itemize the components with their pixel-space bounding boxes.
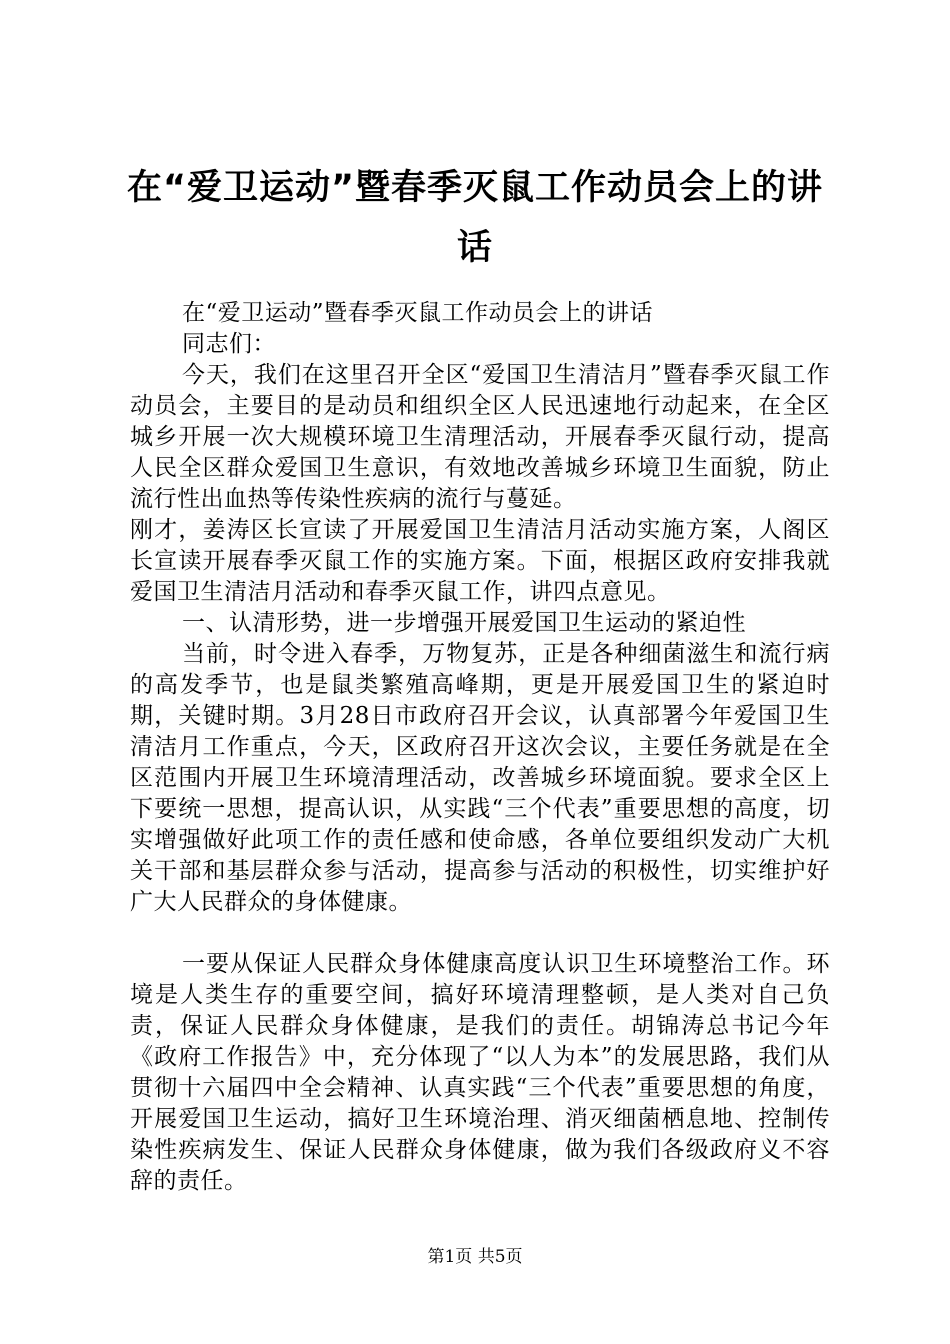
- document-title-line2: 话: [456, 228, 493, 268]
- document-body: [130, 298, 830, 1197]
- document-title-line1: 在“爱卫运动”暨春季灭鼠工作动员会上的讲: [126, 168, 823, 208]
- body-paragraph: 今天，我们在这里召开全区“爱国卫生清洁月”暨春季灭鼠工作动员会，主要目的是动员和组织全区人民迅速地行动起来，在全区城乡开展一次大规模环境卫生清理活动，开展春季灭鼠行动，提高人民全区群众爱国卫生意识，有效地改善城乡环境卫生面貌，防止流行性出血热等传染性疾病的流行与蔓延。: [130, 362, 830, 512]
- subtitle-paragraph: 在“爱卫运动”暨春季灭鼠工作动员会上的讲话: [182, 300, 654, 326]
- section-heading: 一、认清形势，进一步增强开展爱国卫生运动的紧迫性: [182, 610, 746, 636]
- body-paragraph: 一要从保证人民群众身体健康高度认识卫生环境整治工作。环境是人类生存的重要空间，搞好环境清理整顿，是人类对自己负责，保证人民群众身体健康，是我们的责任。胡锦涛总书记今年《政府工作报告》中，充分体现了“以人为本”的发展思路，我们从贯彻十六届四中全会精神、认真实践“三个代表”重要思想的角度，开展爱国卫生运动，搞好卫生环境治理、消灭细菌栖息地、控制传染性疾病发生、保证人民群众身体健康，做为我们各级政府义不容辞的责任。: [130, 951, 830, 1194]
- paragraph-spacer: [130, 918, 830, 949]
- body-paragraph: 当前，时令进入春季，万物复苏，正是各种细菌滋生和流行病的高发季节，也是鼠类繁殖高峰期，更是开展爱国卫生的紧迫时期，关键时期。3月28日市政府召开会议，认真部署今年爱国卫生清洁月工作重点，今天，区政府召开这次会议，主要任务就是在全区范围内开展卫生环境清理活动，改善城乡环境面貌。要求全区上下要统一思想，提高认识，从实践“三个代表”重要思想的高度，切实增强做好此项工作的责任感和使命感，各单位要组织发动广大机关干部和基层群众参与活动，提高参与活动的积极性，切实维护好广大人民群众的身体健康。: [130, 641, 830, 915]
- salutation-paragraph: 同志们：: [182, 331, 276, 357]
- page-number-footer: 第1页 共5页: [427, 1247, 523, 1267]
- body-paragraph: 刚才，姜涛区长宣读了开展爱国卫生清洁月活动实施方案，人阁区长宣读开展春季灭鼠工作的实施方案。下面，根据区政府安排我就爱国卫生清洁月活动和春季灭鼠工作，讲四点意见。: [130, 517, 830, 605]
